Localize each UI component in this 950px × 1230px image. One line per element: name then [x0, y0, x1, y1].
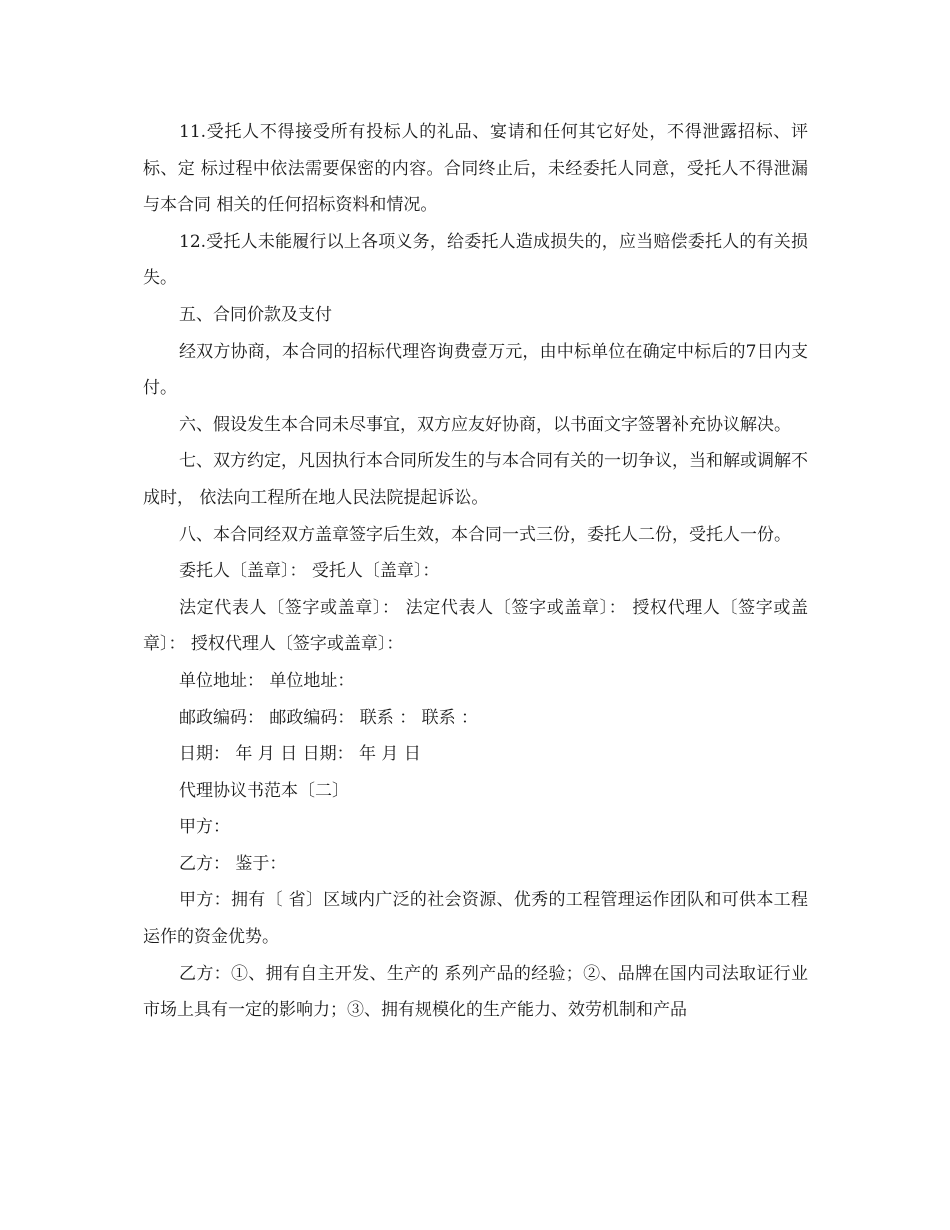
signature-representative-line: 法定代表人〔签字或盖章〕： 法定代表人〔签字或盖章〕： 授权代理人〔签字或盖章〕： 授权代理人〔签字或盖章〕：: [143, 597, 808, 655]
party-a-description: 甲方：拥有〔 省〕区域内广泛的社会资源、优秀的工程管理运作团队和可供本工程运作的资金优势。: [143, 890, 808, 948]
signature-principal-line: 委托人〔盖章〕： 受托人〔盖章〕：: [179, 561, 440, 582]
paragraph-payment-terms: 经双方协商，本合同的招标代理咨询费壹万元，由中标单位在确定中标后的7日内支付。: [143, 341, 808, 399]
paragraph-section-6: 六、假设发生本合同未尽事宜，双方应友好协商，以书面文字签署补充协议解决。: [179, 414, 791, 435]
paragraph-clause-12: 12.受托人未能履行以上各项义务，给委托人造成损失的，应当赔偿委托人的有关损失。: [143, 231, 808, 289]
paragraph-section-8: 八、本合同经双方盖章签字后生效，本合同一式三份，委托人二份，受托人一份。: [179, 524, 791, 545]
agreement-title-2: 代理协议书范本〔二〕: [179, 780, 349, 801]
party-a-line: 甲方：: [179, 817, 230, 838]
address-line: 单位地址： 单位地址：: [179, 670, 355, 691]
paragraph-clause-11: 11.受托人不得接受所有投标人的礼品、宴请和任何其它好处，不得泄露招标、评标、定 标过程中依法需要保密的内容。合同终止后，未经委托人同意，受托人不得泄漏与本合同 相关的任何招标资料和情况。: [143, 122, 808, 216]
paragraph-section-7: 七、双方约定，凡因执行本合同所发生的与本合同有关的一切争议，当和解或调解不成时， 依法向工程所在地人民法院提起诉讼。: [143, 451, 808, 508]
party-b-line: 乙方： 鉴于：: [179, 853, 287, 874]
postal-contact-line: 邮政编码： 邮政编码： 联系 ： 联系 ：: [179, 707, 479, 728]
date-line: 日期： 年 月 日 日期： 年 月 日: [179, 744, 421, 765]
party-b-description: 乙方：①、拥有自主开发、生产的 系列产品的经验；②、品牌在国内司法取证行业市场上具有一定的影响力；③、拥有规模化的生产能力、效劳机制和产品: [143, 963, 808, 1021]
section-heading-payment: 五、合同价款及支付: [179, 304, 332, 325]
document-body: [143, 114, 808, 1029]
